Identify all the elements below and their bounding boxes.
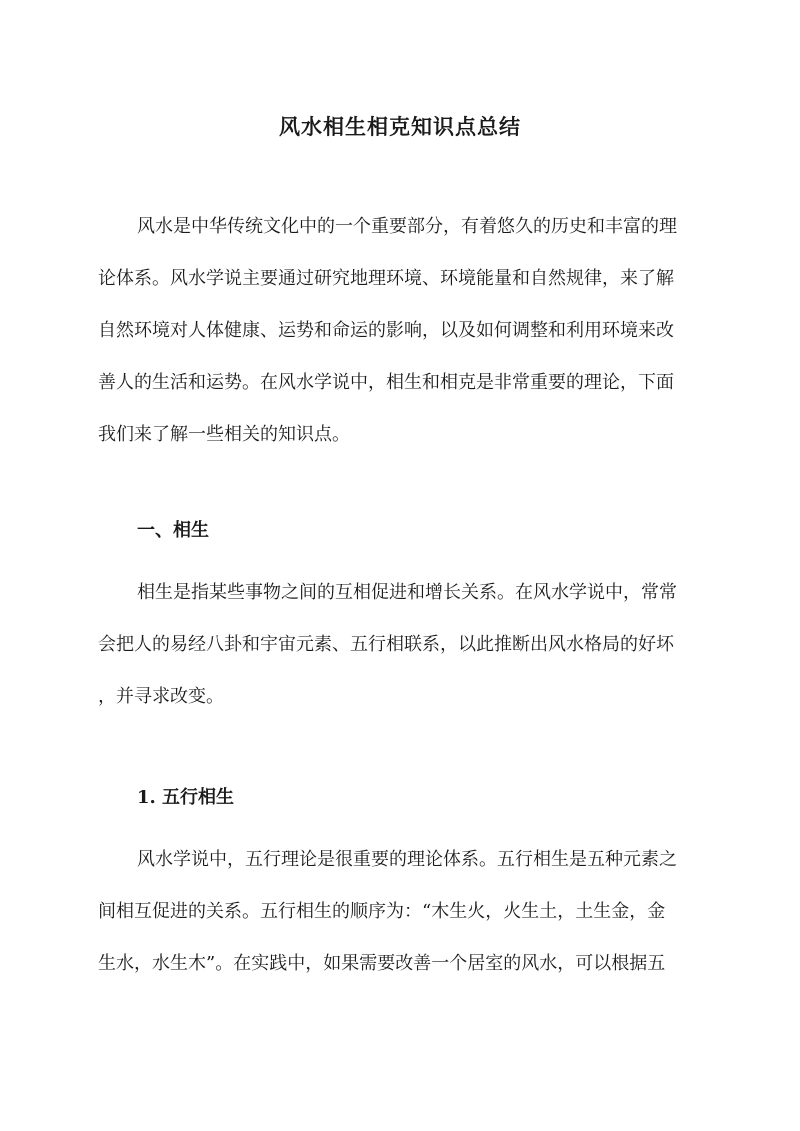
paragraph-line: 自然环境对人体健康、运势和命运的影响，以及如何调整和利用环境来改: [98, 320, 674, 341]
section-heading: 一、相生: [137, 520, 209, 541]
paragraph-line: 相生是指某些事物之间的互相促进和增长关系。在风水学说中，常常: [137, 582, 677, 603]
section-paragraph: [98, 567, 710, 723]
paragraph-line: 论体系。风水学说主要通过研究地理环境、环境能量和自然规律，来了解: [98, 268, 674, 289]
paragraph-line: 风水是中华传统文化中的一个重要部分，有着悠久的历史和丰富的理: [137, 216, 677, 237]
paragraph-line: ，并寻求改变。: [98, 686, 224, 707]
paragraph-line: 间相互促进的关系。五行相生的顺序为：“木生火，火生土，土生金，金: [98, 901, 666, 922]
subsection-paragraph: [98, 834, 710, 990]
paragraph-line: 生水，水生木”。在实践中，如果需要改善一个居室的风水，可以根据五: [98, 953, 666, 974]
paragraph-line: 我们来了解一些相关的知识点。: [98, 424, 350, 445]
document-title: 风水相生相克知识点总结: [279, 114, 521, 140]
paragraph-line: 风水学说中，五行理论是很重要的理论体系。五行相生是五种元素之: [137, 849, 677, 870]
paragraph-line: 会把人的易经八卦和宇宙元素、五行相联系，以此推断出风水格局的好坏: [98, 634, 674, 655]
paragraph-line: 善人的生活和运势。在风水学说中，相生和相克是非常重要的理论，下面: [98, 372, 674, 393]
intro-paragraph: [98, 201, 710, 461]
subsection-heading: 1. 五行相生: [137, 787, 235, 808]
